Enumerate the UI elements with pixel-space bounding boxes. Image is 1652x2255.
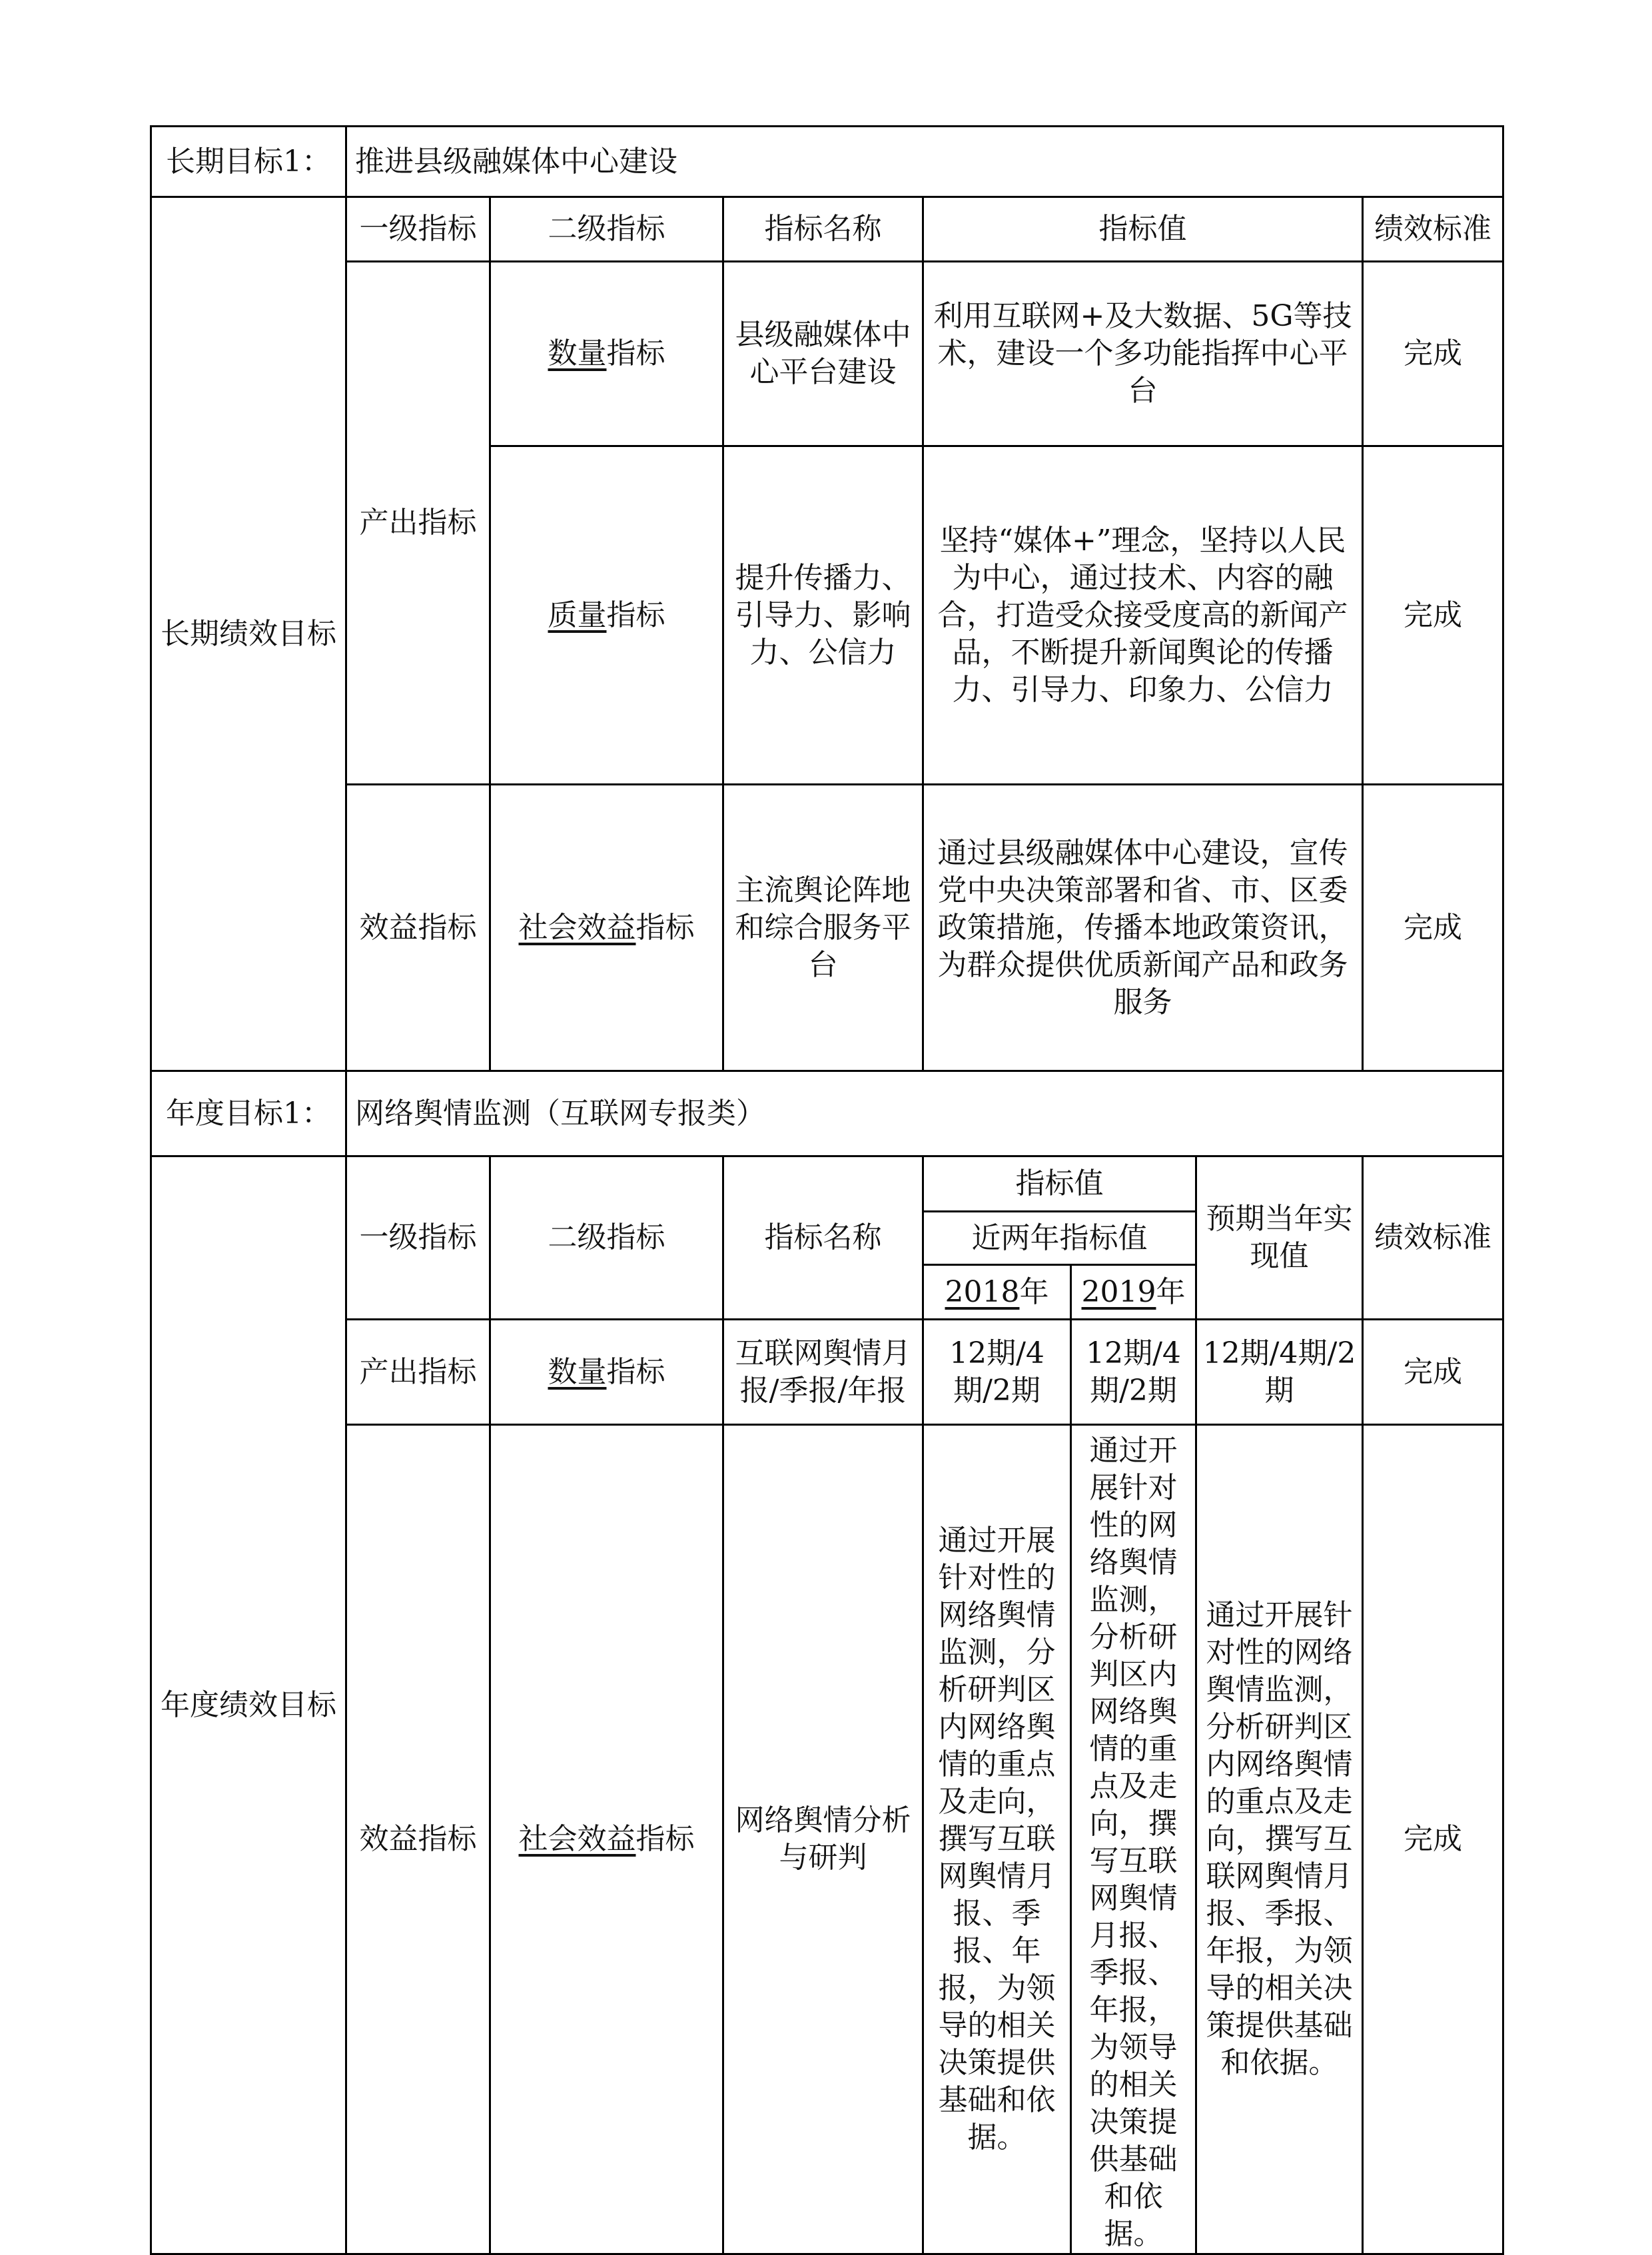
annual-goal-value: 网络舆情监测（互联网专报类）: [346, 1071, 1503, 1156]
output-indicator-label: 产出指标: [346, 262, 490, 785]
value-2019: 通过开展针对性的网络舆情监测，分析研判区内网络舆情的重点及走向，撰写互联网舆情月报、季报、年报，为领导的相关决策提供基础和依据。: [1071, 1425, 1196, 2254]
header-expected: 预期当年实现值: [1196, 1156, 1363, 1320]
performance-standard: 完成: [1363, 1425, 1503, 2254]
value-2018: 12期/4期/2期: [923, 1320, 1071, 1425]
header-recent: 近两年指标值: [923, 1212, 1196, 1265]
value-2019: 12期/4期/2期: [1071, 1320, 1196, 1425]
header-standard: 绩效标准: [1363, 1156, 1503, 1320]
performance-table: [150, 125, 1504, 2255]
performance-standard: 完成: [1363, 785, 1503, 1071]
performance-standard: 完成: [1363, 262, 1503, 446]
header-level1: 一级指标: [346, 1156, 490, 1320]
benefit-indicator-label: 效益指标: [346, 1425, 490, 2254]
header-name: 指标名称: [723, 197, 923, 262]
indicator-name: 县级融媒体中心平台建设: [723, 262, 923, 446]
value-2018: 通过开展针对性的网络舆情监测，分析研判区内网络舆情的重点及走向，撰写互联网舆情月报、季报、年报，为领导的相关决策提供基础和依据。: [923, 1425, 1071, 2254]
expected-value: 通过开展针对性的网络舆情监测，分析研判区内网络舆情的重点及走向，撰写互联网舆情月报、季报、年报，为领导的相关决策提供基础和依据。: [1196, 1425, 1363, 2254]
header-name: 指标名称: [723, 1156, 923, 1320]
level2-type: 质量: [548, 598, 607, 632]
indicator-name: 主流舆论阵地和综合服务平台: [723, 785, 923, 1071]
indicator-value: 利用互联网+及大数据、5G等技术，建设一个多功能指挥中心平台: [923, 262, 1363, 446]
annual-goal-label: 年度目标1：: [151, 1071, 346, 1156]
header-level1: 一级指标: [346, 197, 490, 262]
long-section-label: 长期绩效目标: [151, 197, 346, 1071]
output-indicator-label: 产出指标: [346, 1320, 490, 1425]
level2-indicator: 数量指标: [490, 1320, 723, 1425]
indicator-name: 提升传播力、引导力、影响力、公信力: [723, 446, 923, 785]
header-year-2019: 2019年: [1071, 1265, 1196, 1320]
level2-type: 社会效益: [518, 910, 636, 945]
level2-indicator: 社会效益指标: [490, 785, 723, 1071]
header-standard: 绩效标准: [1363, 197, 1503, 262]
indicator-name: 网络舆情分析与研判: [723, 1425, 923, 2254]
indicator-value: 坚持“媒体+”理念，坚持以人民为中心，通过技术、内容的融合，打造受众接受度高的新闻产品，不断提升新闻舆论的传播力、引导力、印象力、公信力: [923, 446, 1363, 785]
indicator-value: 通过县级融媒体中心建设，宣传党中央决策部署和省、市、区委政策措施，传播本地政策资讯，为群众提供优质新闻产品和政务服务: [923, 785, 1363, 1071]
annual-section-label: 年度绩效目标: [151, 1156, 346, 2254]
header-year-2018: 2018年: [923, 1265, 1071, 1320]
level2-type: 数量: [548, 1354, 607, 1389]
header-level2: 二级指标: [490, 197, 723, 262]
level2-indicator: 数量指标: [490, 262, 723, 446]
performance-standard: 完成: [1363, 446, 1503, 785]
performance-standard: 完成: [1363, 1320, 1503, 1425]
header-level2: 二级指标: [490, 1156, 723, 1320]
level2-type: 社会效益: [518, 1822, 636, 1856]
benefit-indicator-label: 效益指标: [346, 785, 490, 1071]
long-goal-label: 长期目标1：: [151, 127, 346, 197]
header-value: 指标值: [923, 197, 1363, 262]
long-goal-value: 推进县级融媒体中心建设: [346, 127, 1503, 197]
level2-type: 数量: [548, 336, 607, 370]
level2-indicator: 质量指标: [490, 446, 723, 785]
header-value: 指标值: [923, 1156, 1196, 1212]
indicator-name: 互联网舆情月报/季报/年报: [723, 1320, 923, 1425]
expected-value: 12期/4期/2期: [1196, 1320, 1363, 1425]
level2-indicator: 社会效益指标: [490, 1425, 723, 2254]
